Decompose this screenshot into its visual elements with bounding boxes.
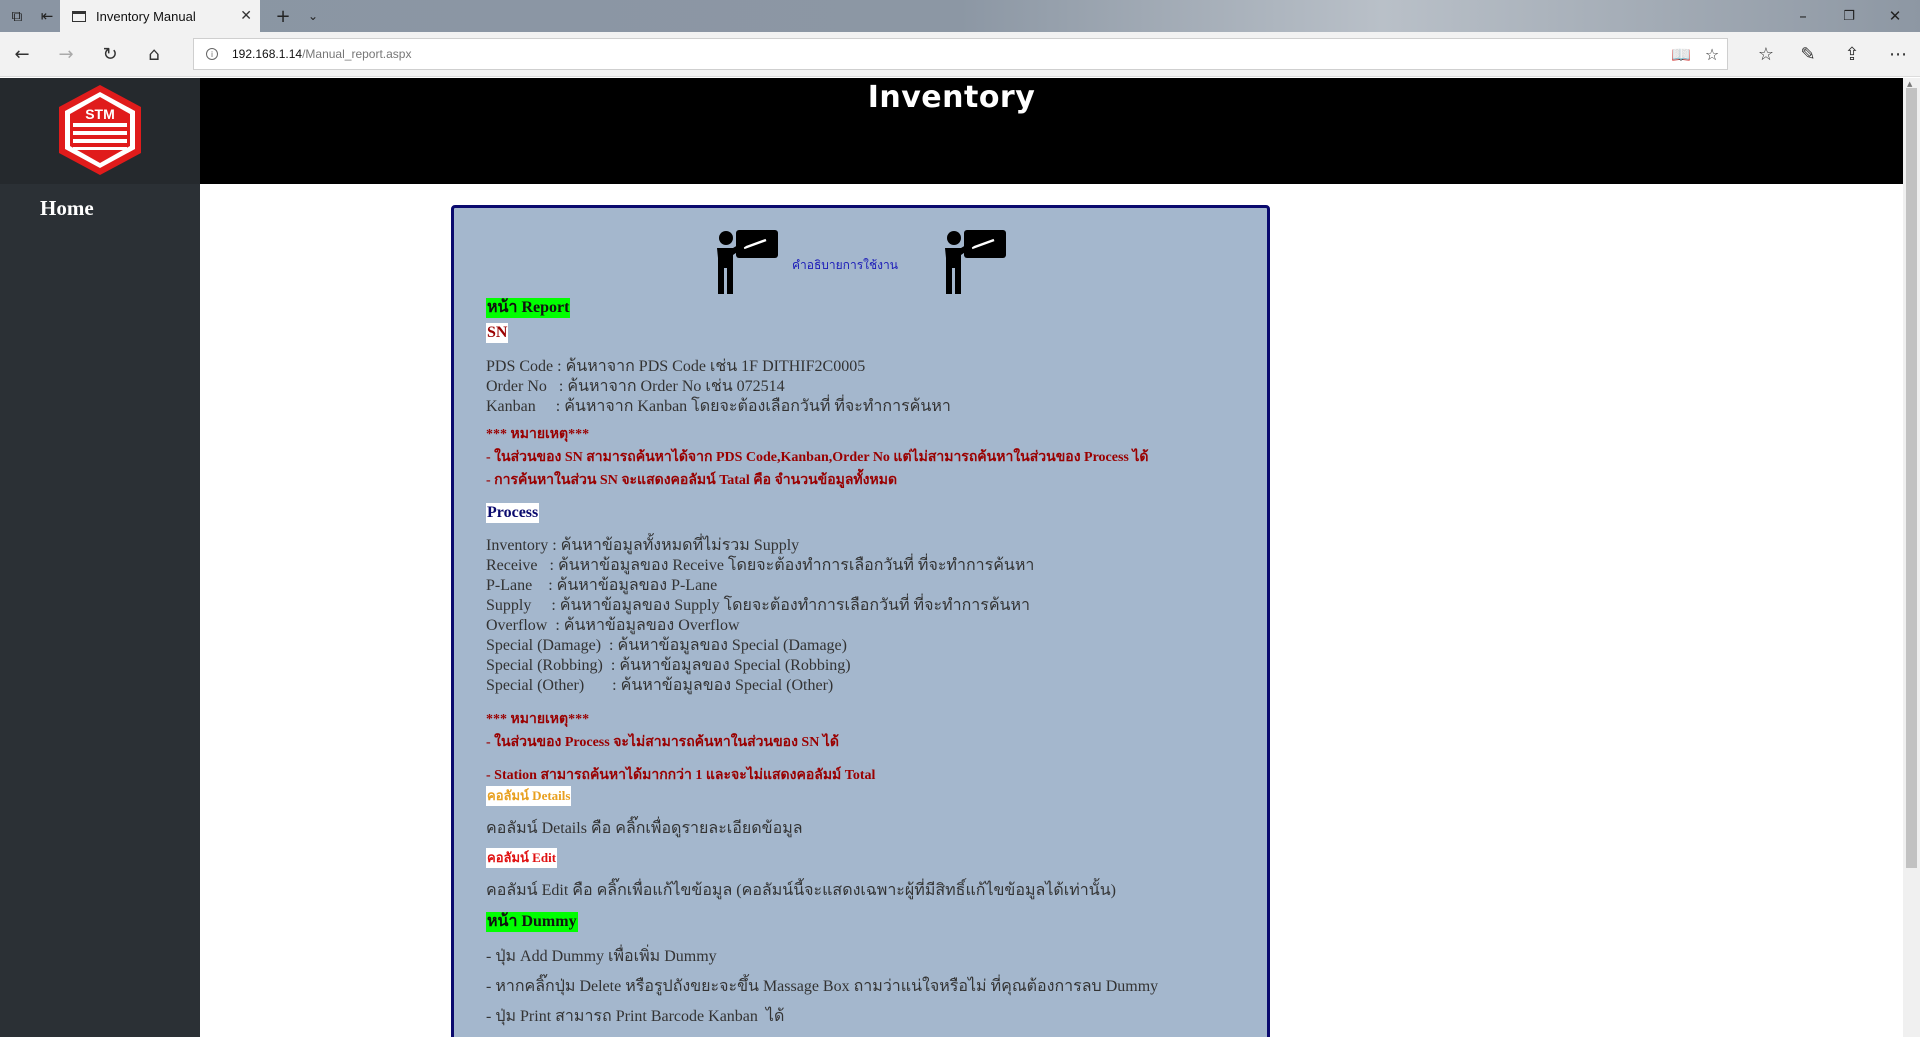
tab-title: Inventory Manual — [96, 8, 196, 24]
scrollbar-thumb[interactable] — [1906, 88, 1917, 868]
restore-icon[interactable]: ❐ — [1843, 8, 1855, 24]
page-header — [200, 78, 1903, 184]
presenter-icon — [714, 228, 780, 294]
report-heading: หน้า Report — [487, 299, 570, 316]
note-line: *** หมายเหตุ*** — [486, 712, 590, 727]
details-text: คอลัมน์ Details คือ คลิ๊กเพื่อดูรายละเอียดข้อมูล — [486, 820, 803, 837]
share-icon[interactable]: ⇪ — [1844, 43, 1860, 65]
favorites-hub-icon[interactable]: ☆ — [1757, 43, 1775, 65]
dummy-description — [486, 947, 1158, 1027]
home-icon[interactable]: ⌂ — [148, 43, 160, 65]
minimize-icon[interactable]: – — [1799, 7, 1807, 25]
logo-text: STM — [85, 106, 115, 122]
note-line: - Station สามารถค้นหาได้มากกว่า 1 และจะไม่แสดงคอลัมม์ Total — [486, 768, 876, 783]
url-host: 192.168.1.14 — [232, 47, 303, 61]
process-line: Special (Robbing) : ค้นหาข้อมูลของ Special (Robbing) — [486, 657, 851, 674]
sn-description — [486, 357, 951, 417]
sn-line: Order No : ค้นหาจาก Order No เช่น 072514 — [486, 378, 785, 395]
process-line: Special (Other) : ค้นหาข้อมูลของ Special (Other) — [486, 677, 834, 694]
sn-line: PDS Code : ค้นหาจาก PDS Code เช่น 1F DITHIF2C0005 — [486, 358, 866, 375]
process-line: Supply : ค้นหาข้อมูลของ Supply โดยจะต้องทำการเลือกวันที่ ที่จะทำการค้นหา — [486, 597, 1031, 614]
dummy-line: - หากคลิ๊กปุ่ม Delete หรือรูปถังขยะจะขึ้น Massage Box ถามว่าแน่ใจหรือไม่ ที่คุณต้องการลบ Dummy — [486, 978, 1159, 995]
process-line: P-Lane : ค้นหาข้อมูลของ P-Lane — [486, 577, 718, 594]
manual-panel — [451, 205, 1270, 1037]
process-line: Inventory : ค้นหาข้อมูลทั้งหมดที่ไม่รวม Supply — [486, 537, 800, 554]
process-line: Special (Damage) : ค้นหาข้อมูลของ Special (Damage) — [486, 637, 847, 654]
details-heading: คอลัมน์ Details — [486, 786, 571, 806]
note-line: - ในส่วนของ SN สามารถค้นหาได้จาก PDS Code,Kanban,Order No แต่ไม่สามารถค้นหาในส่วนของ Process ได้ — [486, 450, 1149, 465]
refresh-icon[interactable]: ↻ — [102, 43, 118, 65]
info-icon[interactable]: i — [206, 48, 218, 60]
panel-caption: คำอธิบายการใช้งาน — [792, 258, 898, 272]
sidebar-item-home[interactable]: Home — [40, 196, 94, 220]
forward-icon[interactable]: → — [58, 43, 74, 65]
process-heading: Process — [487, 504, 539, 521]
tab-preview-icon[interactable]: ⧉ — [11, 7, 23, 25]
process-line: Overflow : ค้นหาข้อมูลของ Overflow — [486, 617, 740, 634]
back-icon[interactable]: ← — [14, 43, 30, 65]
logo-area — [0, 78, 200, 184]
pen-icon[interactable]: ✎ — [1800, 43, 1816, 65]
scroll-up-icon[interactable]: ▲ — [1907, 80, 1913, 88]
process-notes — [486, 708, 875, 787]
sn-notes — [486, 423, 1149, 492]
panel-header — [454, 228, 1267, 298]
browser-tab-bar — [0, 0, 1920, 32]
presenter-icon — [942, 228, 1008, 294]
page-icon — [72, 11, 86, 22]
browser-nav-bar — [0, 32, 1920, 77]
company-logo — [53, 83, 147, 177]
note-line: - ในส่วนของ Process จะไม่สามารถค้นหาในส่วนของ SN ได้ — [486, 735, 839, 750]
url-path: /Manual_report.aspx — [302, 47, 412, 61]
dummy-line: - ปุ่ม Print สามารถ Print Barcode Kanban ได้ — [486, 1008, 785, 1025]
edit-heading: คอลัมน์ Edit — [486, 848, 557, 868]
sn-line: Kanban : ค้นหาจาก Kanban โดยจะต้องเลือกวันที่ ที่จะทำการค้นหา — [486, 398, 951, 415]
sn-heading: SN — [487, 324, 508, 341]
chevron-down-icon[interactable]: ⌄ — [307, 9, 319, 23]
process-line: Receive : ค้นหาข้อมูลของ Receive โดยจะต้องทำการเลือกวันที่ ที่จะทำการค้นหา — [486, 557, 1035, 574]
edit-text: คอลัมน์ Edit คือ คลิ๊กเพื่อแก้ไขข้อมูล (คอลัมน์นี้จะแสดงเฉพาะผู้ที่มีสิทธิ์แก้ไขข้อมูลได้เท่านั้น) — [486, 882, 1116, 899]
dummy-line: - ปุ่ม Add Dummy เพื่อเพิ่ม Dummy — [486, 948, 717, 965]
page — [0, 78, 1903, 1037]
reading-view-icon[interactable]: 📖 — [1671, 44, 1691, 64]
dummy-heading: หน้า Dummy — [487, 913, 577, 930]
close-tab-icon[interactable]: ✕ — [240, 8, 252, 24]
sidebar — [0, 78, 200, 1037]
page-title: Inventory — [867, 80, 1036, 115]
process-description — [486, 536, 1034, 696]
browser-tab[interactable] — [60, 0, 260, 32]
address-bar[interactable] — [193, 38, 1728, 70]
new-tab-icon[interactable]: + — [275, 5, 291, 27]
note-line: *** หมายเหตุ*** — [486, 427, 590, 442]
close-window-icon[interactable]: ✕ — [1888, 7, 1902, 25]
page-scrollbar[interactable] — [1903, 78, 1920, 1037]
note-line: - การค้นหาในส่วน SN จะแสดงคอลัมน์ Tatal คือ จำนวนข้อมูลทั้งหมด — [486, 473, 898, 488]
set-aside-tabs-icon[interactable]: ⇤ — [40, 7, 54, 25]
more-icon[interactable]: ⋯ — [1889, 43, 1907, 65]
favorite-star-icon[interactable]: ☆ — [1704, 44, 1720, 64]
